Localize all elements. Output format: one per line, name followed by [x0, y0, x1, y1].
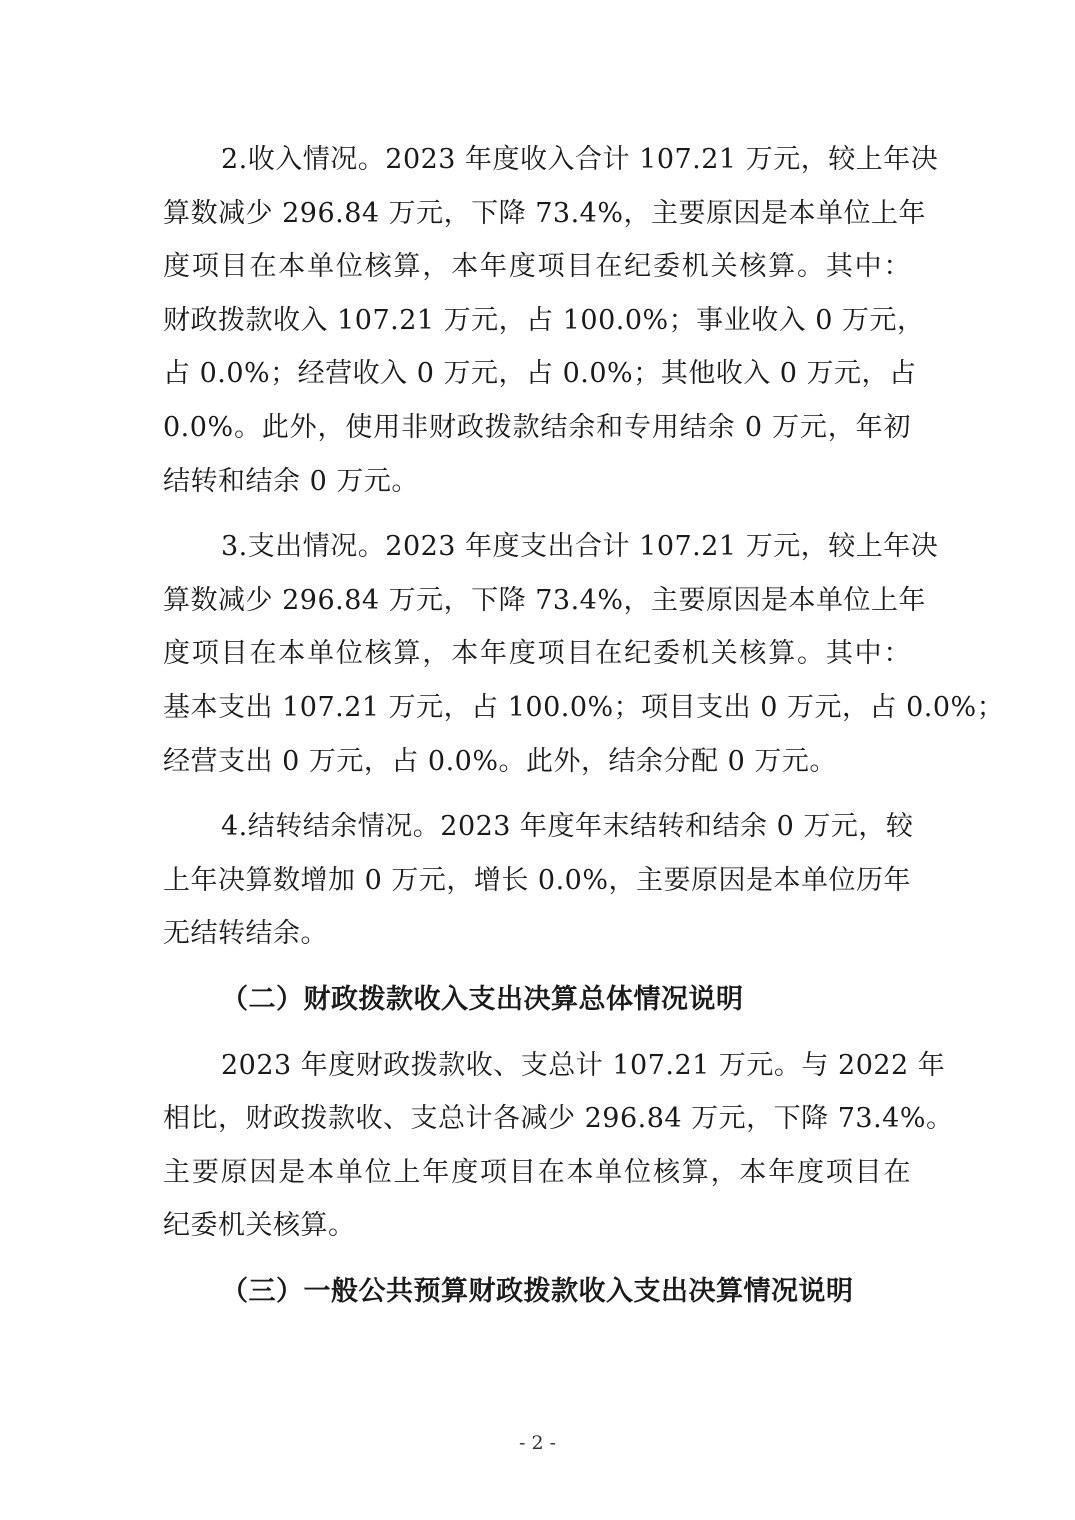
paragraph-line: 4.结转结余情况。2023 年度年末结转和结余 0 万元，较 — [221, 811, 914, 843]
paragraph-line: 主要原因是本单位上年度项目在本单位核算，本年度项目在 — [163, 1156, 911, 1188]
paragraph-line: 经营支出 0 万元，占 0.0%。此外，结余分配 0 万元。 — [163, 745, 837, 777]
income-paragraph — [163, 133, 939, 508]
paragraph-line: 结转和结余 0 万元。 — [163, 465, 419, 497]
paragraph-spacer — [163, 1253, 911, 1265]
section-heading-two: （二）财政拨款收入支出决算总体情况说明 — [221, 983, 744, 1015]
expense-paragraph — [163, 520, 1005, 788]
paragraph-line: 2023 年度财政拨款收、支总计 107.21 万元。与 2022 年 — [221, 1049, 946, 1081]
paragraph-line: 2.收入情况。2023 年度收入合计 107.21 万元，较上年决 — [221, 144, 939, 175]
paragraph-line: 3.支出情况。2023 年度支出合计 107.21 万元，较上年决 — [221, 531, 939, 563]
paragraph-line: 占 0.0%；经营收入 0 万元，占 0.0%；其他收入 0 万元，占 — [163, 358, 917, 390]
paragraph-line: 算数减少 296.84 万元，下降 73.4%，主要原因是本单位上年 — [163, 584, 926, 616]
paragraph-line: 0.0%。此外，使用非财政拨款结余和专用结余 0 万元，年初 — [163, 411, 911, 443]
paragraph-line: 纪委机关核算。 — [163, 1210, 356, 1242]
paragraph-line: 基本支出 107.21 万元，占 100.0%；项目支出 0 万元，占 0.0%； — [163, 691, 1005, 723]
paragraph-line: 无结转结余。 — [163, 918, 328, 950]
section-heading-three: （三）一般公共预算财政拨款收入支出决算情况说明 — [221, 1275, 854, 1307]
paragraph-line: 相比，财政拨款收、支总计各减少 296.84 万元，下降 73.4%。 — [163, 1103, 954, 1135]
fiscal-total-paragraph — [163, 1039, 954, 1253]
paragraph-line: 财政拨款收入 107.21 万元，占 100.0%；事业收入 0 万元， — [163, 304, 925, 336]
paragraph-line: 度项目在本单位核算，本年度项目在纪委机关核算。其中： — [163, 251, 911, 283]
page-number: - 2 - — [518, 1432, 556, 1454]
paragraph-spacer — [163, 788, 911, 800]
document-body — [163, 133, 1005, 1318]
paragraph-line: 度项目在本单位核算，本年度项目在纪委机关核算。其中： — [163, 638, 911, 670]
carryover-paragraph — [163, 800, 914, 961]
paragraph-spacer — [163, 508, 911, 520]
paragraph-spacer — [163, 961, 911, 973]
paragraph-spacer — [163, 1027, 911, 1039]
paragraph-line: 上年决算数增加 0 万元，增长 0.0%，主要原因是本单位历年 — [163, 864, 912, 896]
paragraph-line: 算数减少 296.84 万元，下降 73.4%，主要原因是本单位上年 — [163, 197, 926, 229]
